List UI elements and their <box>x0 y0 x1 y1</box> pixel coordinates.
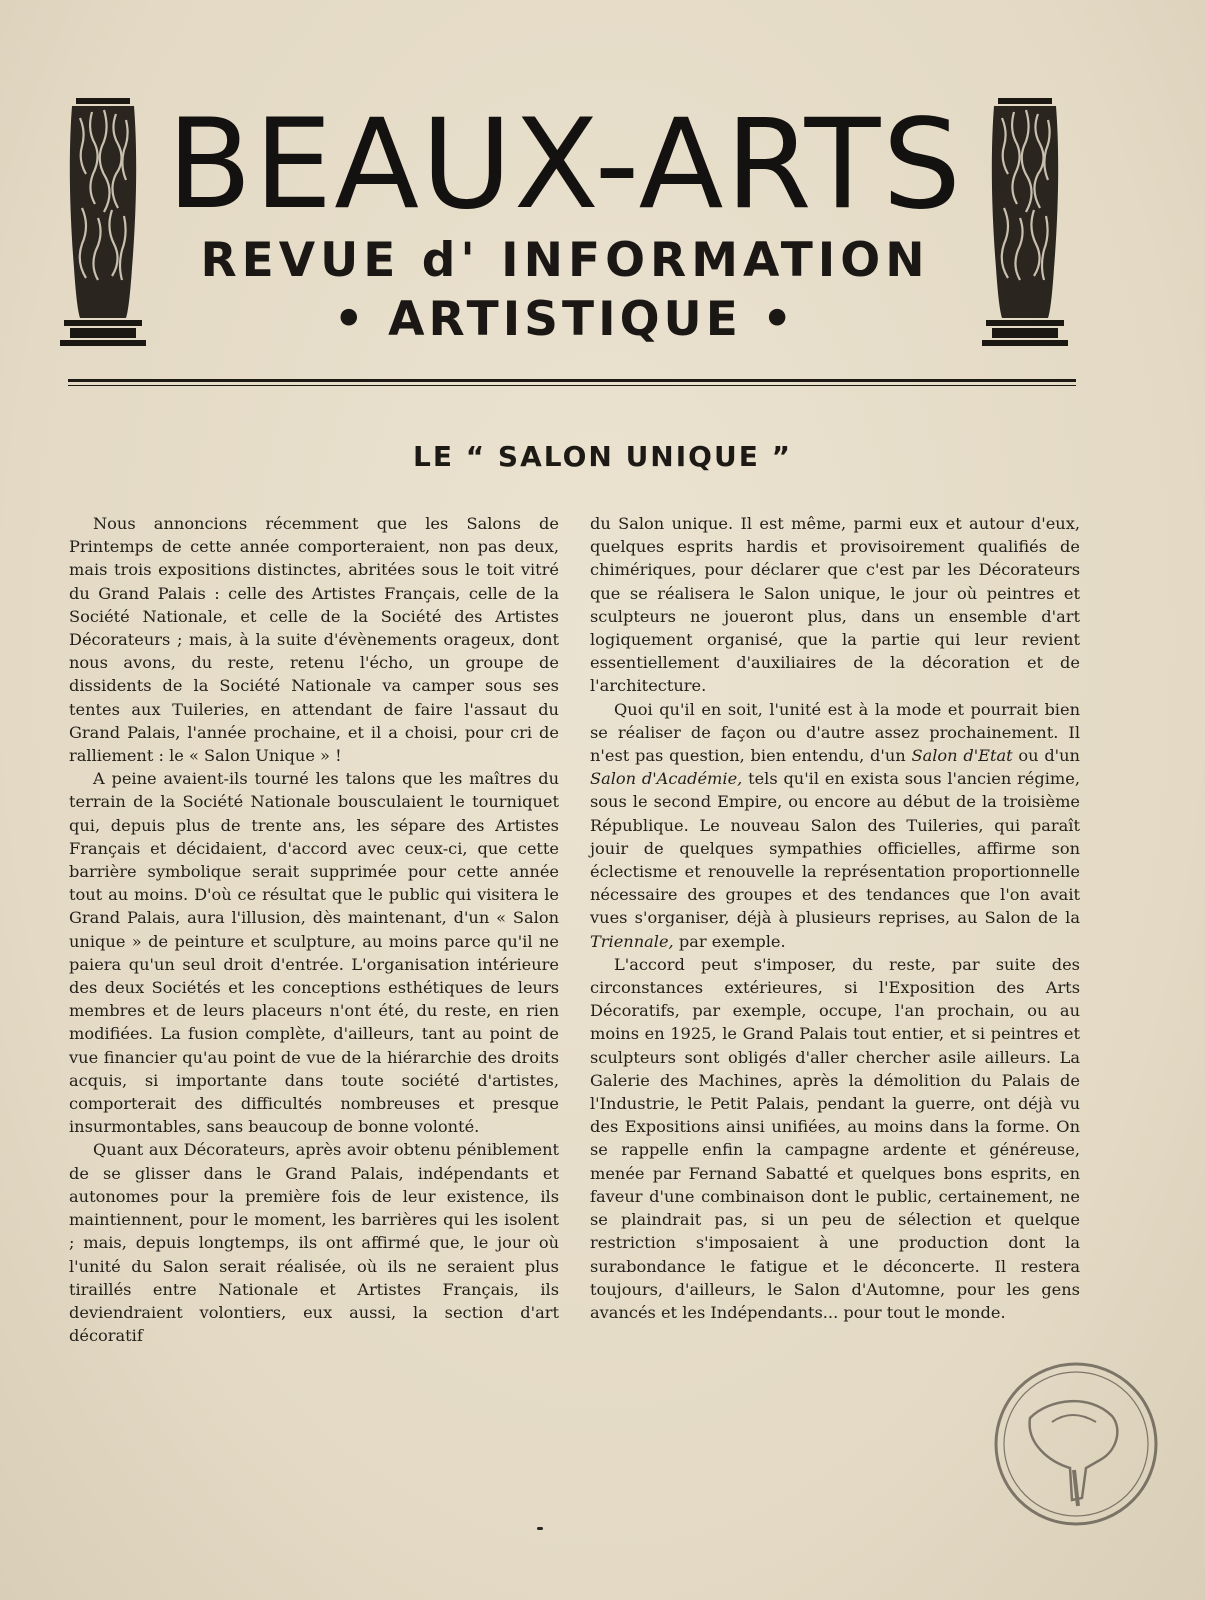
masthead-subtitle-line2: • ARTISTIQUE • <box>333 292 797 347</box>
paragraph: L'accord peut s'imposer, du reste, par suite des circonstances extérieures, si l'Exposition des Arts Décoratifs, par exemple, occupe, l'an prochain, ou au moins en 1925, le Grand Palais tout entier, et si peintres et sculpteurs sont obligés d'aller chercher asile ailleurs. La Galerie des Machines, après la démolition du Palais de l'Industrie, le Petit Palais, pendant la guerre, ont déjà vu des Expositions ainsi unifiées, au moins dans la forme. On se rappelle enfin la campagne ardente et généreuse, menée par Fernand Sabatté et quelques bons esprits, en faveur d'une combinaison dont le public, certainement, ne se plaindrait pas, si un peu de sélection et quelque restriction s'imposaient à une production dont la surabondance le fatigue et le déconcerte. Il restera toujours, d'ailleurs, le Salon d'Automne, pour les gens avancés et les Indépendants... pour tout le monde. <box>590 954 1080 1322</box>
right-ornament-icon <box>980 98 1070 352</box>
masthead-rule-thin <box>68 385 1076 386</box>
italic-term: Salon d'Académie, <box>590 769 743 789</box>
italic-term: Salon d'Etat <box>911 746 1013 766</box>
text-run: tels qu'il en exista sous l'ancien régime, sous le second Empire, ou encore au début de la troisième République. Le nouveau Salon des Tuileries, qui paraît jouir de quelques sympathies officielles, affirme son éclectisme et renouvelle la représentation proportionnelle nécessaire des groupes et des tendances que l'on avait vues s'organiser, déjà à plusieurs reprises, au Salon de la <box>590 769 1080 928</box>
text-run: par exemple. <box>678 931 786 951</box>
italic-term: Triennale, <box>590 931 674 951</box>
left-column <box>69 512 559 1347</box>
page-mark <box>537 1527 543 1530</box>
masthead <box>150 93 980 350</box>
paragraph <box>590 698 1080 953</box>
paragraph: Quant aux Décorateurs, après avoir obtenu péniblement de se glisser dans le Grand Palais, indépendants et autonomes pour la première fois de leur existence, ils maintiennent, pour le moment, les barrières qui les isolent ; mais, depuis longtemps, ils ont affirmé que, le jour où l'unité du Salon serait réalisée, où ils ne seraient plus tiraillés entre Nationale et Artistes Français, ils deviendraient volontiers, eux aussi, la section d'art décoratif <box>69 1140 559 1346</box>
paragraph: Nous annoncions récemment que les Salons de Printemps de cette année comporteraient, non pas deux, mais trois expositions distinctes, abritées sous le toit vitré du Grand Palais : celle des Artistes Français, celle de la Société Nationale, et celle de la Société des Artistes Décorateurs ; mais, à la suite d'évènements orageux, dont nous avons, du reste, retenu l'écho, un groupe de dissidents de la Société Nationale va camper sous ses tentes aux Tuileries, en attendant de faire l'assaut du Grand Palais, l'année prochaine, et il a choisi, pour cri de ralliement : le « Salon Unique » ! <box>69 514 559 766</box>
masthead-title: BEAUX-ARTS <box>166 93 964 237</box>
text-run: Quoi qu'il en soit, l'unité est à la mode et pourrait bien se réaliser de façon ou d'autre assez prochainement. Il n'est pas question, bien entendu, d'un <box>590 699 1080 766</box>
text-run: ou d'un <box>1018 746 1080 766</box>
paragraph: A peine avaient-ils tourné les talons que les maîtres du terrain de la Société Nationale bousculaient le tourniquet qui, depuis plus de trente ans, les sépare des Artistes Français et décidaient, d'accord avec ceux-ci, que cette barrière symbolique serait supprimée pour cette année tout au moins. D'où ce résultat que le public qui visitera le Grand Palais, aura l'illusion, dès maintenant, d'un « Salon unique » de peinture et sculpture, au moins parce qu'il ne paiera qu'un seul droit d'entrée. L'organisation intérieure des deux Sociétés et les conceptions esthétiques de leurs membres et de leurs placeurs n'ont été, du reste, en rien modifiées. La fusion complète, d'ailleurs, tant au point de vue financier qu'au point de vue de la hiérarchie des droits acquis, si importante dans toute société d'artistes, comporterait des difficultés nombreuses et presque insurmontables, sans beaucoup de bonne volonté. <box>69 769 559 1137</box>
masthead-subtitle-line1: REVUE d' INFORMATION <box>200 233 930 288</box>
article-title: LE “ SALON UNIQUE ” <box>413 440 792 473</box>
left-ornament-icon <box>58 98 148 352</box>
library-stamp-icon <box>990 1358 1162 1530</box>
paragraph: du Salon unique. Il est même, parmi eux et autour d'eux, quelques esprits hardis et provisoirement qualifiés de chimériques, pour déclarer que c'est par les Décorateurs que se réalisera le Salon unique, le jour où peintres et sculpteurs ne joueront plus, dans un ensemble d'art logiquement organisé, que la partie qui leur revient essentiellement d'auxiliaires de la décoration et de l'architecture. <box>590 514 1080 696</box>
masthead-rule-thick <box>68 379 1076 382</box>
right-column <box>590 512 1080 1324</box>
